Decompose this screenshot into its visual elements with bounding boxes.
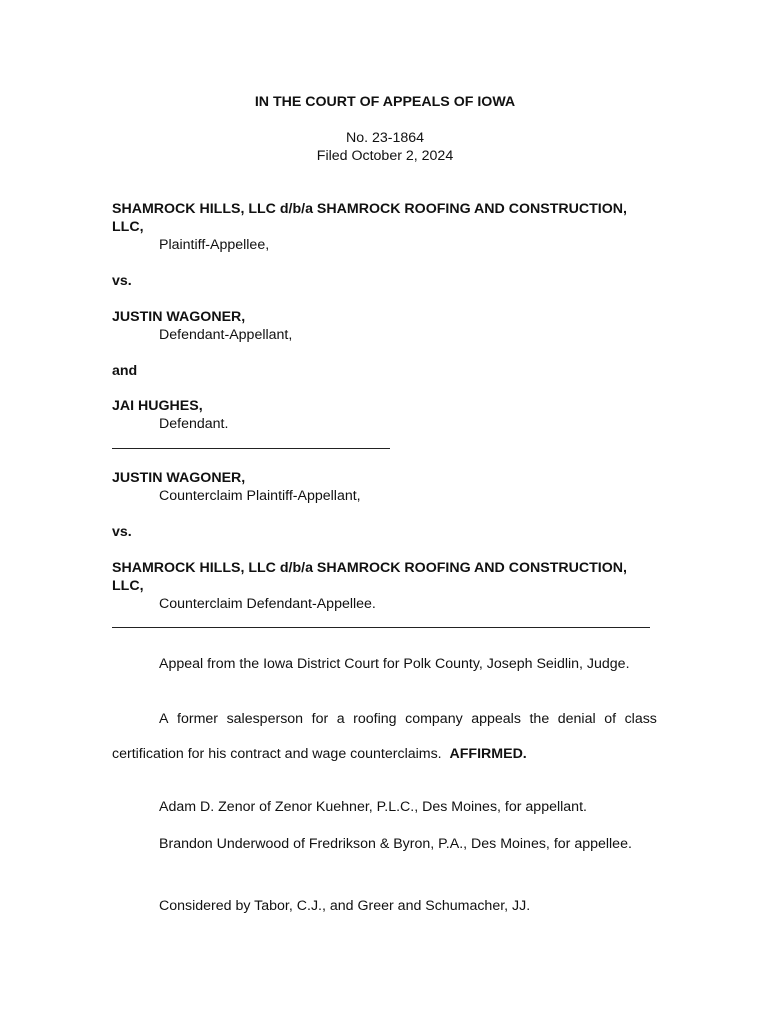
court-heading: IN THE COURT OF APPEALS OF IOWA — [254, 94, 516, 110]
case-number: No. 23-1864 — [345, 130, 425, 146]
summary-word: class — [624, 711, 657, 727]
party-plaintiff-role: Plaintiff-Appellee, — [159, 237, 270, 253]
summary-word: roofing — [353, 711, 397, 727]
disposition: AFFIRMED. — [449, 746, 527, 762]
party-plaintiff-name-cont: LLC, — [112, 219, 144, 235]
party-counterclaim-plaintiff-role: Counterclaim Plaintiff-Appellant, — [159, 488, 361, 504]
summary-word: appeals — [471, 711, 521, 727]
and-label: and — [112, 363, 138, 379]
party-defendant-name: JUSTIN WAGONER, — [112, 309, 246, 325]
summary-word: for — [311, 711, 329, 727]
summary-word: a — [336, 711, 345, 727]
caption-divider-short — [112, 448, 390, 449]
summary-word: of — [604, 711, 617, 727]
summary-word: the — [529, 711, 550, 727]
party-defendant2-role: Defendant. — [159, 416, 229, 432]
summary-word: A — [159, 711, 169, 727]
party-plaintiff-name: SHAMROCK HILLS, LLC d/b/a SHAMROCK ROOFING AND CONSTRUCTION, — [112, 201, 627, 217]
summary-word: former — [177, 711, 219, 727]
counsel-appellee: Brandon Underwood of Fredrikson & Byron, P.A., Des Moines, for appellee. — [159, 836, 632, 852]
appeal-from-line: Appeal from the Iowa District Court for Polk County, Joseph Seidlin, Judge. — [159, 656, 630, 672]
summary-line-2 — [112, 746, 527, 763]
summary-word: salesperson — [226, 711, 304, 727]
party-defendant2-name: JAI HUGHES, — [112, 398, 203, 414]
summary-word: denial — [557, 711, 596, 727]
party-counterclaim-defendant-role: Counterclaim Defendant-Appellee. — [159, 596, 376, 612]
party-counterclaim-defendant-name-cont: LLC, — [112, 578, 144, 594]
party-defendant-role: Defendant-Appellant, — [159, 327, 293, 343]
party-counterclaim-plaintiff-name: JUSTIN WAGONER, — [112, 470, 246, 486]
party-counterclaim-defendant-name: SHAMROCK HILLS, LLC d/b/a SHAMROCK ROOFING AND CONSTRUCTION, — [112, 560, 627, 576]
caption-divider-long — [112, 627, 650, 628]
versus-label: vs. — [112, 273, 132, 289]
panel-line: Considered by Tabor, C.J., and Greer and Schumacher, JJ. — [159, 898, 531, 914]
filed-date: Filed October 2, 2024 — [316, 148, 454, 164]
versus-label-2: vs. — [112, 524, 132, 540]
summary-line-1 — [159, 711, 657, 728]
counsel-appellant: Adam D. Zenor of Zenor Kuehner, P.L.C., Des Moines, for appellant. — [159, 799, 587, 815]
summary-text: certification for his contract and wage counterclaims. — [112, 746, 442, 762]
summary-word: company — [405, 711, 463, 727]
